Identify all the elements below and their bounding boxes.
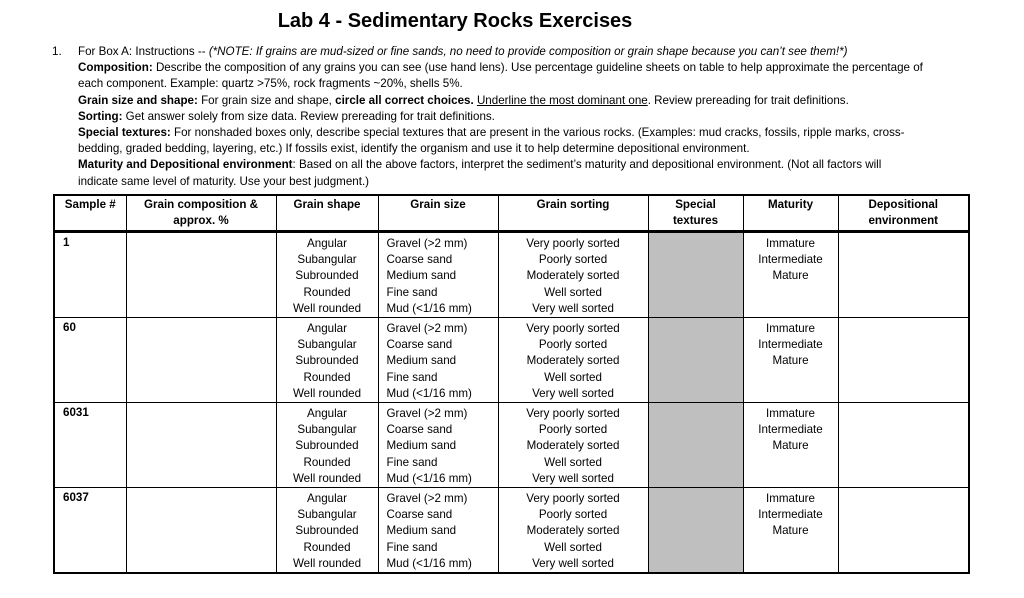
grain-sorting-option[interactable]: Very poorly sorted [526, 407, 620, 421]
sample-number-cell: 6037 [54, 488, 126, 574]
depositional-environment-input-cell[interactable] [838, 403, 969, 488]
sample-number-cell: 60 [54, 318, 126, 403]
grain-shape-option[interactable]: Well rounded [292, 556, 362, 570]
grain-shape-option[interactable]: Angular [307, 492, 347, 506]
grain-shape-option[interactable]: Subangular [297, 253, 357, 267]
grain-shape-cell [276, 403, 378, 488]
instructions [52, 44, 972, 190]
composition-text-1: Describe the composition of any grains you can see (use hand lens). Use percentage guideline sheets on table to help approximate the percentage of [155, 61, 923, 75]
grain-size-option[interactable]: Fine sand [386, 370, 438, 384]
special-textures-shaded-cell [648, 488, 743, 574]
maturity-option[interactable]: Intermediate [758, 253, 823, 267]
grain-size-option[interactable]: Coarse sand [386, 253, 453, 267]
sample-number-cell: 6031 [54, 403, 126, 488]
grain-label: Grain size and shape: [78, 93, 198, 107]
grain-sorting-cell [498, 488, 648, 574]
grain-sorting-option[interactable]: Well sorted [544, 540, 602, 554]
maturity-option[interactable]: Intermediate [758, 508, 823, 522]
grain-sorting-option[interactable]: Very well sorted [532, 471, 614, 485]
grain-size-option[interactable]: Gravel (>2 mm) [386, 322, 468, 336]
maturity-cell [743, 403, 838, 488]
instructions-line-maturity [52, 157, 972, 173]
maturity-option[interactable]: Intermediate [758, 423, 823, 437]
depositional-environment-input-cell[interactable] [838, 488, 969, 574]
grain-sorting-option[interactable]: Poorly sorted [538, 338, 608, 352]
maturity-text-1: : Based on all the above factors, interpret the sediment’s maturity and depositional environment. (Not all factors will [292, 158, 882, 172]
grain-sorting-option[interactable]: Poorly sorted [538, 253, 608, 267]
instructions-line-composition-2: each component. Example: quartz >75%, rock fragments ~20%, shells 5%. [78, 77, 463, 91]
maturity-option[interactable]: Immature [766, 492, 815, 506]
grain-size-option[interactable]: Coarse sand [386, 508, 453, 522]
sorting-label: Sorting: [78, 109, 123, 123]
instructions-line-composition [52, 60, 972, 76]
composition-input-cell[interactable] [126, 318, 276, 403]
grain-shape-option[interactable]: Angular [307, 237, 347, 250]
grain-shape-cell [276, 232, 378, 318]
grain-underline: Underline the most dominant one [476, 93, 648, 107]
grain-shape-option[interactable]: Subrounded [295, 269, 359, 283]
grain-size-option[interactable]: Mud (<1/16 mm) [386, 301, 472, 315]
grain-sorting-option[interactable]: Very well sorted [532, 556, 614, 570]
header-composition: Grain composition & approx. % [126, 195, 276, 232]
grain-size-option[interactable]: Mud (<1/16 mm) [386, 556, 472, 570]
instructions-line-textures-2: bedding, graded bedding, layering, etc.) If fossils exist, identify the organism and use it to help determine depositional environment. [78, 142, 750, 156]
grain-shape-option[interactable]: Well rounded [292, 471, 362, 485]
grain-shape-option[interactable]: Rounded [303, 370, 351, 384]
grain-text-b: . Review prereading for trait definitions. [647, 93, 849, 107]
sample-number-cell: 1 [54, 232, 126, 318]
grain-sorting-option[interactable]: Very poorly sorted [526, 322, 620, 336]
page-title: Lab 4 - Sedimentary Rocks Exercises [277, 10, 633, 32]
grain-sorting-option[interactable]: Poorly sorted [538, 423, 608, 437]
grain-size-option[interactable]: Medium sand [386, 269, 457, 283]
depositional-environment-input-cell[interactable] [838, 232, 969, 318]
maturity-option[interactable]: Immature [766, 407, 815, 421]
grain-shape-cell [276, 318, 378, 403]
textures-label: Special textures: [78, 126, 171, 140]
header-textures: Special textures [648, 195, 743, 232]
instructions-line-sorting [52, 109, 972, 125]
maturity-option[interactable]: Immature [766, 237, 815, 250]
maturity-cell [743, 318, 838, 403]
maturity-label: Maturity and Depositional environment [78, 158, 293, 172]
grain-shape-option[interactable]: Angular [307, 322, 347, 336]
list-number: 1. [52, 45, 62, 58]
table-row [54, 488, 969, 574]
grain-shape-cell [276, 488, 378, 574]
grain-shape-option[interactable]: Subangular [297, 338, 357, 352]
grain-size-option[interactable]: Fine sand [386, 455, 438, 469]
grain-shape-option[interactable]: Subrounded [295, 354, 359, 368]
composition-label: Composition: [78, 61, 153, 75]
grain-sorting-option[interactable]: Well sorted [544, 370, 602, 384]
special-textures-shaded-cell [648, 403, 743, 488]
table-header-row [54, 195, 969, 232]
sorting-text: Get answer solely from size data. Review prereading for trait definitions. [125, 109, 495, 123]
table-row [54, 232, 969, 318]
special-textures-shaded-cell [648, 232, 743, 318]
header-sample: Sample # [54, 195, 126, 232]
instructions-line-intro [52, 44, 972, 60]
grain-shape-option[interactable]: Subrounded [295, 524, 359, 538]
grain-bold: circle all correct choices. [335, 93, 474, 107]
header-maturity: Maturity [743, 195, 838, 232]
grain-size-option[interactable]: Gravel (>2 mm) [386, 237, 468, 250]
exercise-table [53, 194, 970, 574]
grain-shape-option[interactable]: Well rounded [292, 386, 362, 400]
instructions-line-maturity-2: indicate same level of maturity. Use your best judgment.) [78, 174, 370, 188]
grain-size-cell [378, 232, 498, 318]
table-row [54, 403, 969, 488]
maturity-option[interactable]: Mature [772, 354, 809, 368]
grain-size-option[interactable]: Coarse sand [386, 338, 453, 352]
grain-shape-option[interactable]: Angular [307, 407, 347, 421]
grain-size-cell [378, 318, 498, 403]
instructions-line-textures [52, 125, 972, 141]
grain-size-option[interactable]: Coarse sand [386, 423, 453, 437]
grain-sorting-option[interactable]: Very poorly sorted [526, 237, 620, 250]
grain-shape-option[interactable]: Subangular [297, 508, 357, 522]
textures-text-1: For nonshaded boxes only, describe special textures that are present in the various rocks. (Examples: mud cracks, fossils, ripple marks, cross- [174, 126, 905, 140]
intro-note: (*NOTE: If grains are mud-sized or fine sands, no need to provide composition or grain shape because you can’t see them!*) [208, 45, 848, 58]
special-textures-shaded-cell [648, 318, 743, 403]
grain-shape-option[interactable]: Subangular [297, 423, 357, 437]
grain-size-option[interactable]: Medium sand [386, 439, 457, 453]
grain-size-option[interactable]: Mud (<1/16 mm) [386, 386, 472, 400]
grain-sorting-option[interactable]: Moderately sorted [526, 269, 620, 283]
maturity-cell [743, 232, 838, 318]
grain-sorting-cell [498, 403, 648, 488]
grain-shape-option[interactable]: Well rounded [292, 301, 362, 315]
grain-text-a: For grain size and shape, [201, 93, 332, 107]
grain-sorting-option[interactable]: Very well sorted [532, 301, 614, 315]
grain-sorting-option[interactable]: Poorly sorted [538, 508, 608, 522]
grain-shape-option[interactable]: Rounded [303, 455, 351, 469]
grain-size-cell [378, 403, 498, 488]
header-size: Grain size [378, 195, 498, 232]
grain-size-option[interactable]: Gravel (>2 mm) [386, 407, 468, 421]
grain-sorting-option[interactable]: Very poorly sorted [526, 492, 620, 506]
grain-sorting-option[interactable]: Moderately sorted [526, 439, 620, 453]
grain-sorting-option[interactable]: Well sorted [544, 455, 602, 469]
grain-sorting-option[interactable]: Very well sorted [532, 386, 614, 400]
grain-size-cell [378, 488, 498, 574]
intro-label: For Box A: Instructions -- [78, 45, 206, 58]
composition-input-cell[interactable] [126, 403, 276, 488]
grain-sorting-cell [498, 318, 648, 403]
depositional-environment-input-cell[interactable] [838, 318, 969, 403]
maturity-option[interactable]: Mature [772, 439, 809, 453]
grain-size-option[interactable]: Medium sand [386, 524, 457, 538]
header-sorting: Grain sorting [498, 195, 648, 232]
maturity-option[interactable]: Mature [772, 269, 809, 283]
grain-sorting-cell [498, 232, 648, 318]
composition-input-cell[interactable] [126, 488, 276, 574]
grain-shape-option[interactable]: Rounded [303, 285, 351, 299]
grain-sorting-option[interactable]: Moderately sorted [526, 524, 620, 538]
table-row [54, 318, 969, 403]
header-shape: Grain shape [276, 195, 378, 232]
maturity-cell [743, 488, 838, 574]
header-environment: Depositional environment [838, 195, 969, 232]
grain-shape-option[interactable]: Subrounded [295, 439, 359, 453]
grain-size-option[interactable]: Fine sand [386, 285, 438, 299]
composition-input-cell[interactable] [126, 232, 276, 318]
grain-size-option[interactable]: Fine sand [386, 540, 438, 554]
grain-sorting-option[interactable]: Moderately sorted [526, 354, 620, 368]
grain-sorting-option[interactable]: Well sorted [544, 285, 602, 299]
maturity-option[interactable]: Mature [772, 524, 809, 538]
grain-size-option[interactable]: Mud (<1/16 mm) [386, 471, 472, 485]
grain-size-option[interactable]: Medium sand [386, 354, 457, 368]
maturity-option[interactable]: Immature [766, 322, 815, 336]
grain-size-option[interactable]: Gravel (>2 mm) [386, 492, 468, 506]
grain-shape-option[interactable]: Rounded [303, 540, 351, 554]
maturity-option[interactable]: Intermediate [758, 338, 823, 352]
instructions-line-grain [52, 93, 972, 109]
